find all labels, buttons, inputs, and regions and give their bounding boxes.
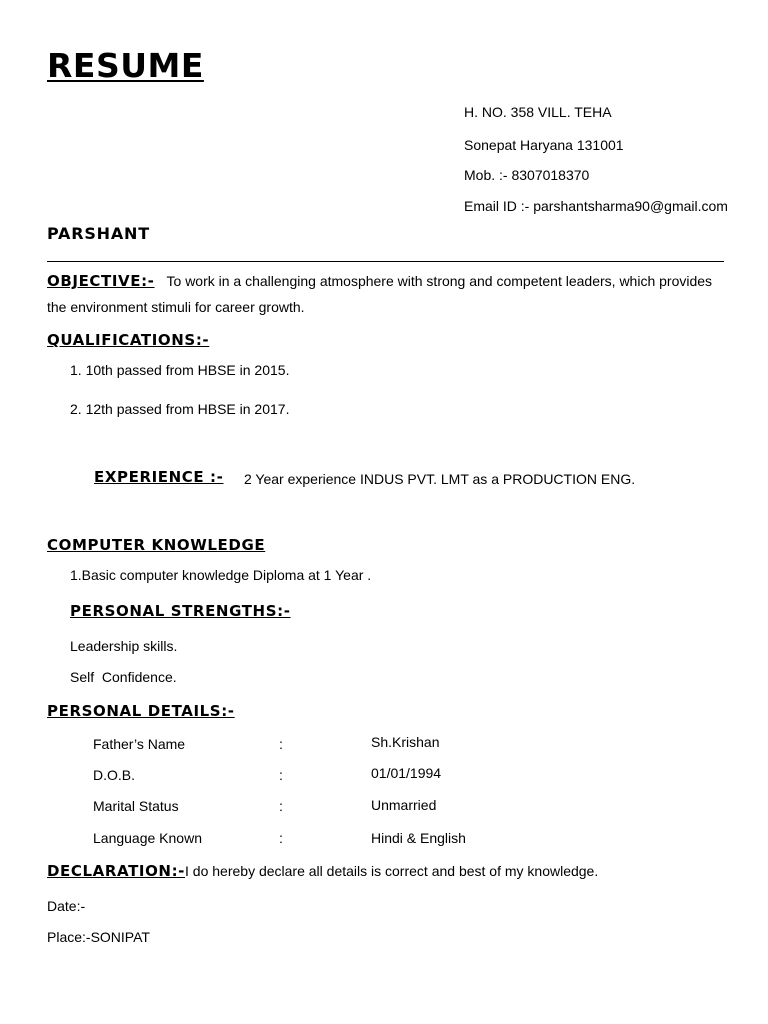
personal-strengths-heading: PERSONAL STRENGTHS:-: [70, 602, 291, 620]
personal-details-heading: PERSONAL DETAILS:-: [47, 702, 235, 720]
detail-value-father: Sh.Krishan: [371, 734, 440, 750]
detail-separator: :: [279, 767, 283, 783]
detail-separator: :: [279, 736, 283, 752]
detail-value-language: Hindi & English: [371, 830, 466, 846]
detail-label-marital: Marital Status: [93, 798, 179, 814]
detail-label-father: Father’s Name: [93, 736, 186, 752]
strength-item: Self Confidence.: [70, 669, 177, 685]
declaration-heading: DECLARATION:-: [47, 862, 186, 880]
candidate-name: PARSHANT: [47, 224, 150, 243]
experience-text: 2 Year experience INDUS PVT. LMT as a PRODUCTION ENG.: [244, 471, 636, 487]
experience-heading: EXPERIENCE :-: [94, 468, 224, 486]
qualifications-heading: QUALIFICATIONS:-: [47, 331, 210, 349]
qualification-item: 2. 12th passed from HBSE in 2017.: [70, 401, 290, 417]
address-line-2: Sonepat Haryana 131001: [464, 137, 624, 153]
declaration-text: I do hereby declare all details is correct and best of my knowledge.: [185, 863, 599, 879]
place-field: Place:-SONIPAT: [47, 929, 150, 945]
detail-separator: :: [279, 830, 283, 846]
computer-knowledge-heading: COMPUTER KNOWLEDGE: [47, 536, 266, 554]
email-address: Email ID :- parshantsharma90@gmail.com: [464, 198, 728, 214]
header-divider: [47, 261, 724, 262]
objective-text: To work in a challenging atmosphere with strong and competent leaders, which provides the environment stimuli for career growth.: [47, 273, 713, 315]
detail-label-language: Language Known: [93, 830, 202, 846]
declaration-section: [47, 862, 598, 880]
detail-label-dob: D.O.B.: [93, 767, 136, 783]
date-field: Date:-: [47, 898, 86, 914]
detail-value-marital: Unmarried: [371, 797, 437, 813]
address-line-1: H. NO. 358 VILL. TEHA: [464, 104, 612, 120]
qualification-item: 1. 10th passed from HBSE in 2015.: [70, 362, 290, 378]
computer-knowledge-text: 1.Basic computer knowledge Diploma at 1 Year .: [70, 567, 372, 583]
objective-section: [47, 268, 717, 320]
strength-item: Leadership skills.: [70, 638, 178, 654]
detail-separator: :: [279, 798, 283, 814]
resume-title: RESUME: [47, 46, 204, 85]
objective-heading: OBJECTIVE:-: [47, 272, 155, 290]
mobile-number: Mob. :- 8307018370: [464, 167, 590, 183]
detail-value-dob: 01/01/1994: [371, 765, 442, 781]
